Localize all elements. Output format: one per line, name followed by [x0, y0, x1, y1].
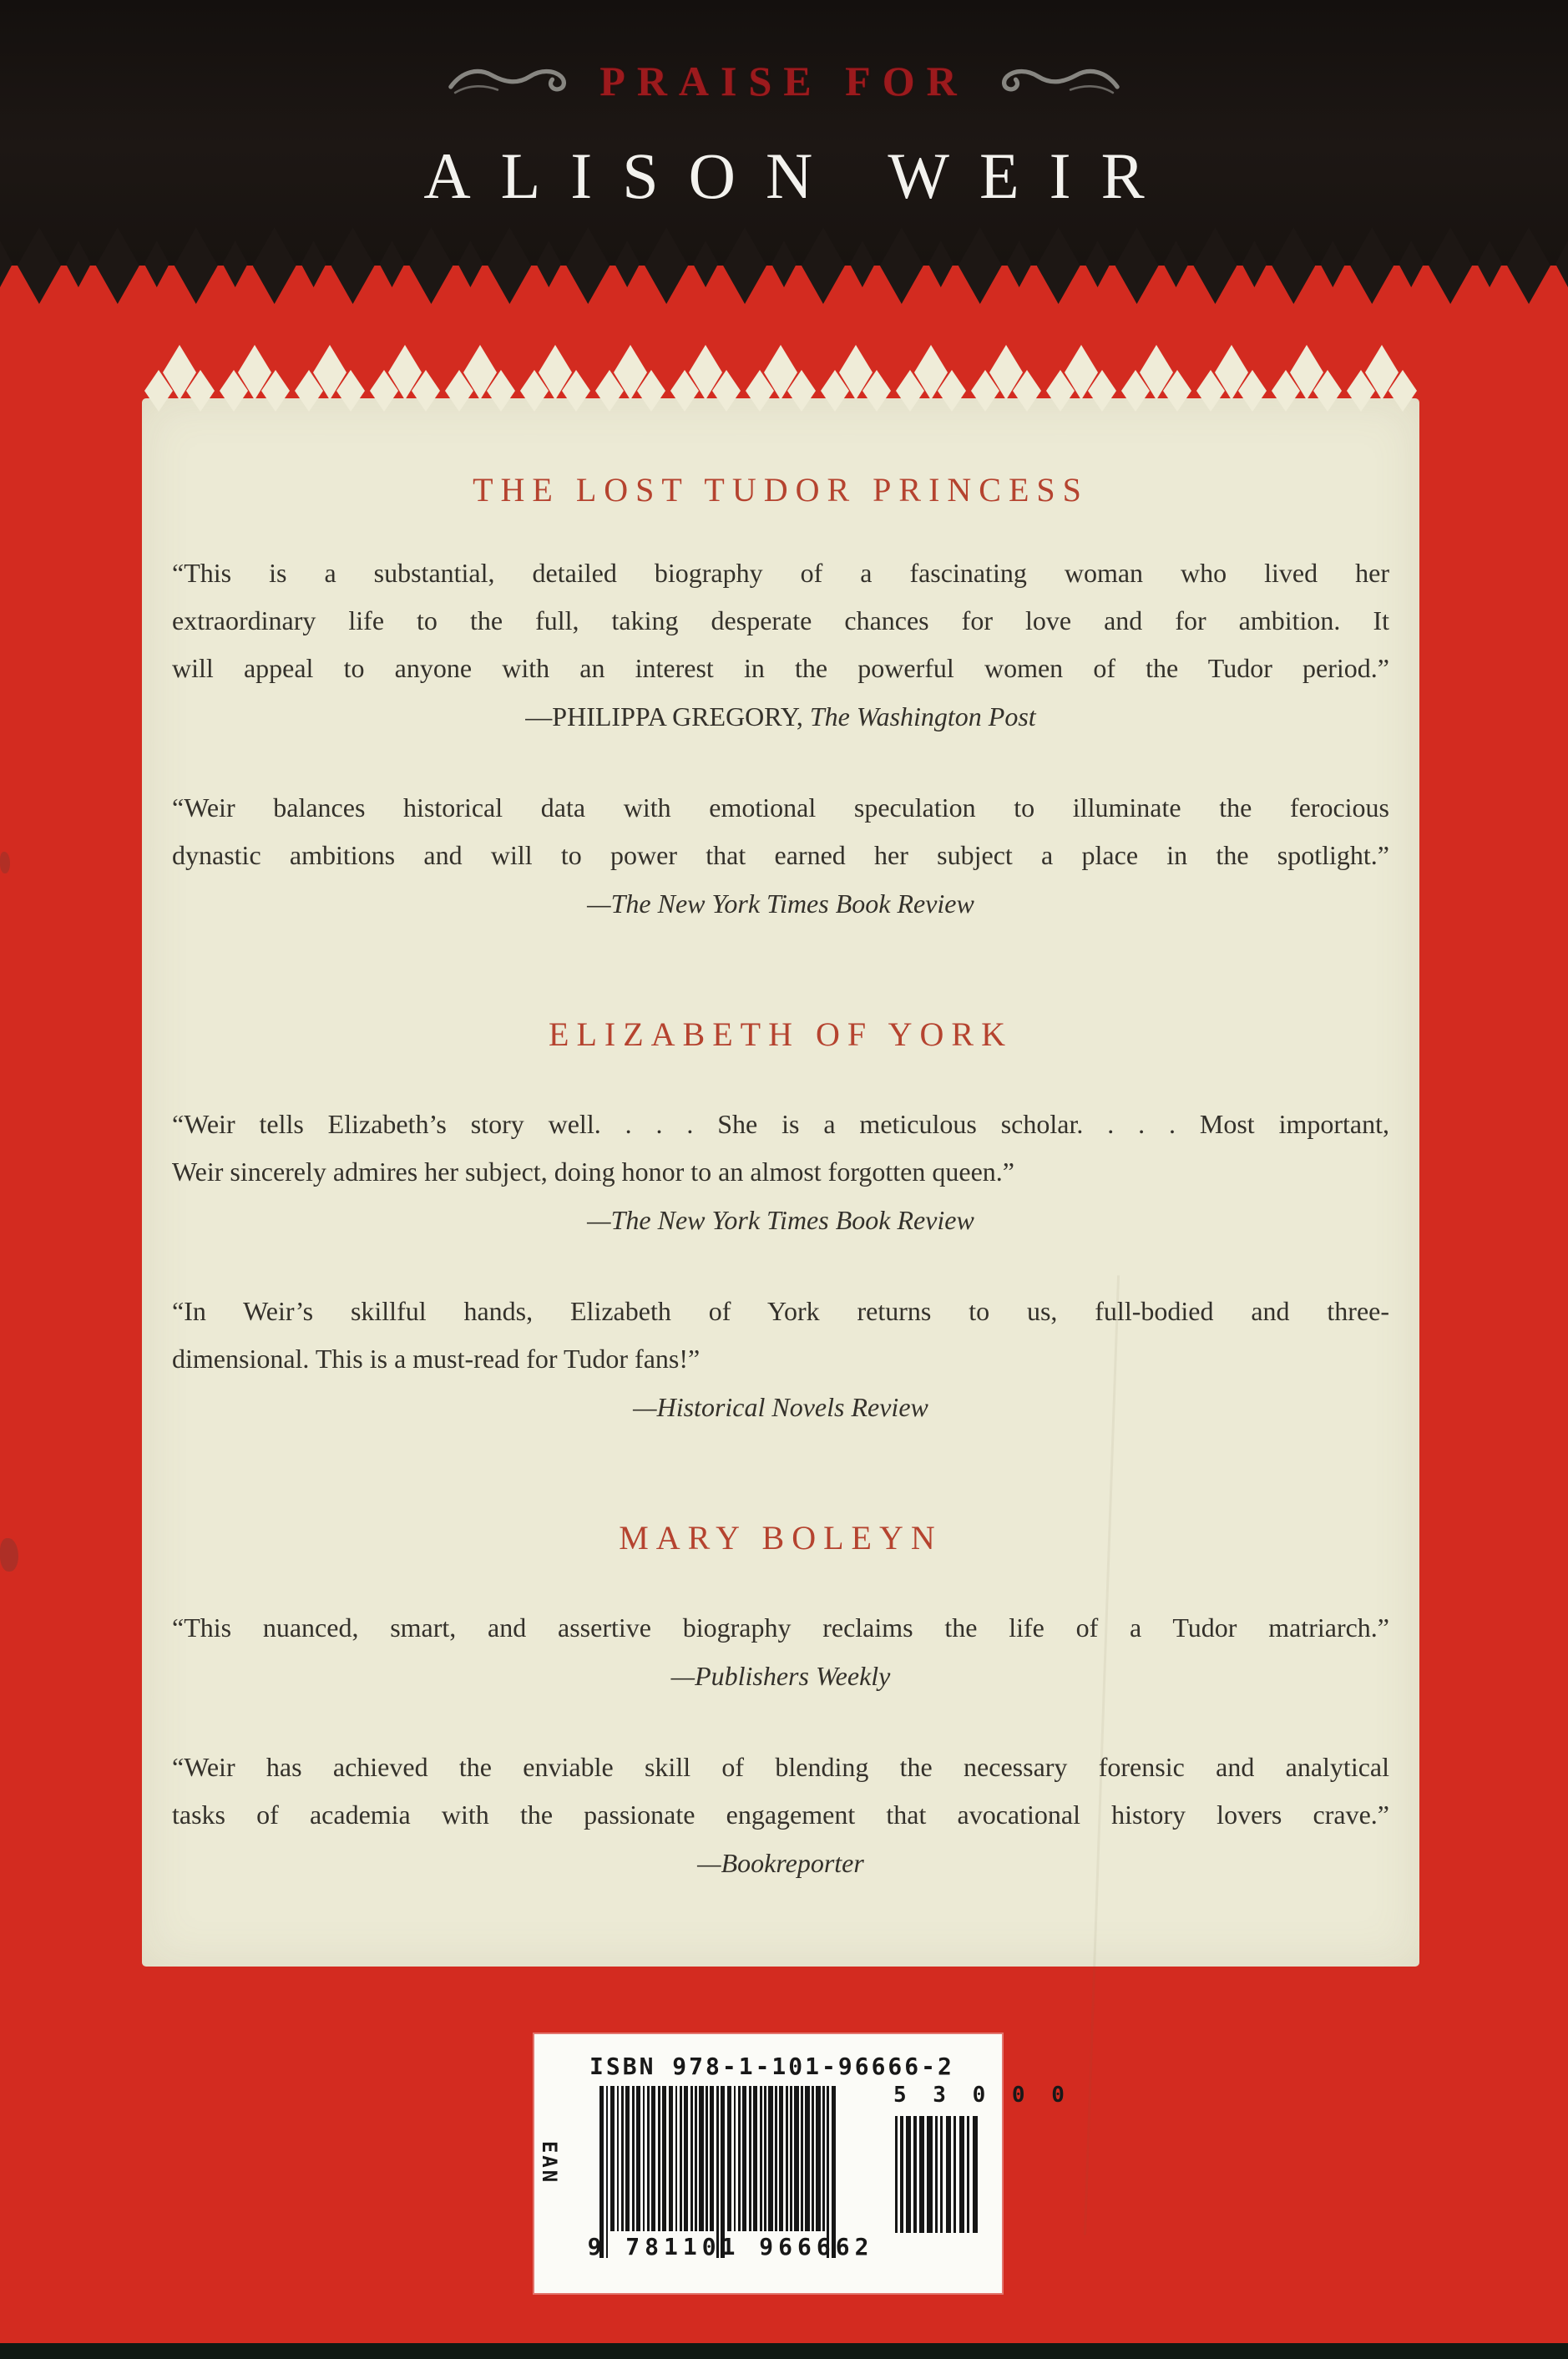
barcode-bar	[617, 2086, 620, 2231]
isbn-number: ISBN 978-1-101-96666-2	[589, 2053, 954, 2080]
praise-kicker: PRAISE FOR	[599, 58, 969, 104]
quote-text	[172, 1744, 1389, 1887]
barcode-bar	[738, 2086, 741, 2231]
trim-trefoil-icon	[1119, 347, 1194, 398]
barcode-bar	[906, 2116, 911, 2233]
trim-trefoil-icon	[367, 347, 443, 398]
barcode-digits: 9 781101 966662	[587, 2233, 874, 2260]
barcode-bar	[959, 2116, 964, 2233]
barcode-bar	[768, 2086, 772, 2231]
barcode-bar	[812, 2086, 814, 2231]
attribution-source: Bookreporter	[721, 1848, 864, 1878]
trim-trefoil-icon	[593, 347, 668, 398]
barcode-bar	[734, 2086, 736, 2231]
attribution-source: The Washington Post	[809, 701, 1036, 731]
barcode-bar	[695, 2086, 697, 2231]
author-name-title: ALISON WEIR	[423, 139, 1175, 212]
barcode-bar	[636, 2086, 640, 2231]
scan-artifact	[0, 1538, 18, 1572]
trim-trefoil-icon	[292, 347, 367, 398]
attribution-source: The New York Times Book Review	[610, 888, 974, 919]
attribution-source: Historical Novels Review	[656, 1392, 928, 1422]
barcode-bar	[742, 2086, 746, 2231]
barcode-box	[534, 2034, 1071, 2293]
barcode-bar	[621, 2086, 624, 2231]
barcode-bar	[669, 2086, 673, 2231]
barcode-bar	[953, 2116, 956, 2233]
barcode-bar	[794, 2086, 798, 2231]
quote-line: extraordinary life to the full, taking desperate chances for love and for ambition. It	[172, 605, 1389, 635]
trim-trefoil-icon	[818, 347, 893, 398]
barcode-bar	[727, 2086, 731, 2231]
quote-text	[172, 1604, 1389, 1700]
attribution-dash: —	[670, 1661, 695, 1691]
section-heading-elizabeth-of-york: ELIZABETH OF YORK	[549, 1015, 1013, 1053]
quote-line: “Weir tells Elizabeth’s story well. . . . She is a meticulous scholar. . . . Most important,	[172, 1109, 1389, 1139]
trim-trefoil-icon	[1269, 347, 1344, 398]
praise-kicker-row	[0, 57, 1568, 105]
quote-attribution	[172, 1840, 1389, 1887]
barcode-bar	[816, 2086, 820, 2231]
barcode-bar	[675, 2086, 678, 2231]
quote-line: “This is a substantial, detailed biography of a fascinating woman who lived her	[172, 558, 1389, 588]
barcode-bar	[801, 2086, 803, 2231]
attribution-source: Publishers Weekly	[695, 1661, 891, 1691]
trim-trefoil-icon	[518, 347, 593, 398]
barcode-bar	[895, 2116, 898, 2233]
attribution-dash: —	[633, 1392, 657, 1422]
barcode-bar	[625, 2086, 630, 2231]
barcode-supplement-bars	[895, 2116, 980, 2233]
trim-trefoil-icon	[1194, 347, 1269, 398]
section-heading-lost-tudor-princess: THE LOST TUDOR PRINCESS	[473, 471, 1089, 509]
quote-attribution	[172, 1653, 1389, 1700]
diamond-fringe-pattern	[0, 266, 1568, 316]
barcode-bar	[753, 2086, 757, 2231]
quote-line: “In Weir’s skillful hands, Elizabeth of York returns to us, full-bodied and three-	[172, 1296, 1389, 1326]
barcode-bar	[647, 2086, 650, 2231]
barcode-bar	[690, 2086, 693, 2231]
quote-attribution	[172, 693, 1389, 741]
barcode-bar	[900, 2116, 903, 2233]
quote-attribution	[172, 1197, 1389, 1244]
quote-line: “This nuanced, smart, and assertive biography reclaims the life of a Tudor matriarch.”	[172, 1612, 1389, 1643]
quote-line: “Weir balances historical data with emotional speculation to illuminate the ferocious	[172, 792, 1389, 823]
barcode-bar	[749, 2086, 751, 2231]
barcode-bar	[643, 2086, 645, 2231]
quote-text	[172, 1288, 1389, 1431]
barcode-price-code: 5 3 0 0 0	[893, 2083, 1071, 2108]
quote-line: tasks of academia with the passionate engagement that avocational history lovers crave.”	[172, 1800, 1389, 1830]
trim-trefoil-icon	[217, 347, 292, 398]
barcode-bar	[706, 2086, 708, 2231]
trim-trefoil-icon	[668, 347, 743, 398]
barcode-bar	[658, 2086, 660, 2231]
praise-panel	[142, 398, 1419, 1967]
quote-line: dynastic ambitions and will to power that earned her subject a place in the spotlight.”	[172, 840, 1389, 870]
barcode-bar	[790, 2086, 792, 2231]
trim-trefoil-icon	[1044, 347, 1119, 398]
attribution-name: —PHILIPPA GREGORY,	[525, 701, 810, 731]
trim-trefoil-icon	[893, 347, 969, 398]
praise-content	[142, 398, 1419, 1887]
trim-border-pattern	[142, 347, 1419, 398]
quote-text	[172, 784, 1389, 928]
barcode-bar	[805, 2086, 809, 2231]
swash-ornament-right-icon	[997, 58, 1122, 104]
barcode-bar	[775, 2086, 777, 2231]
barcode-bar	[779, 2086, 783, 2231]
barcode-bar	[610, 2086, 615, 2231]
trim-trefoil-icon	[1344, 347, 1419, 398]
attribution-source: The New York Times Book Review	[610, 1205, 974, 1235]
attribution-dash: —	[587, 888, 611, 919]
barcode-bar	[946, 2116, 951, 2233]
quote-line: dimensional. This is a must-read for Tudor fans!”	[172, 1344, 701, 1374]
quote-attribution	[172, 1384, 1389, 1431]
barcode-bar	[680, 2086, 682, 2231]
barcode-bar	[764, 2086, 766, 2231]
barcode-bar	[940, 2116, 943, 2233]
barcode-bar	[699, 2086, 703, 2231]
bottom-strip	[0, 2343, 1568, 2359]
quote-text	[172, 549, 1389, 741]
barcode-bar	[935, 2116, 938, 2233]
section-heading-mary-boleyn: MARY BOLEYN	[619, 1519, 943, 1557]
barcode-bar	[913, 2116, 916, 2233]
trim-trefoil-icon	[743, 347, 818, 398]
top-black-band	[0, 0, 1568, 266]
attribution-dash: —	[587, 1205, 611, 1235]
swash-ornament-left-icon	[446, 58, 571, 104]
barcode-bar	[760, 2086, 762, 2231]
barcode-bar	[684, 2086, 688, 2231]
trim-trefoil-icon	[142, 347, 217, 398]
quote-attribution	[172, 880, 1389, 928]
barcode-bar	[651, 2086, 655, 2231]
barcode-bar	[967, 2116, 969, 2233]
barcode-bar	[662, 2086, 666, 2231]
trim-trefoil-icon	[969, 347, 1044, 398]
barcode-bar	[927, 2116, 932, 2233]
quote-line: Weir sincerely admires her subject, doing honor to an almost forgotten queen.”	[172, 1157, 1014, 1187]
scan-artifact	[0, 852, 10, 873]
barcode-bar	[919, 2116, 924, 2233]
trim-trefoil-icon	[443, 347, 518, 398]
ean-label: EAN	[538, 2140, 562, 2185]
barcode-bar	[632, 2086, 635, 2231]
barcode-bar	[786, 2086, 788, 2231]
quote-line: “Weir has achieved the enviable skill of blending the necessary forensic and analytical	[172, 1752, 1389, 1782]
barcode-bar	[710, 2086, 714, 2231]
quote-text	[172, 1101, 1389, 1244]
barcode-bar	[822, 2086, 825, 2231]
attribution-dash: —	[697, 1848, 721, 1878]
quote-line: will appeal to anyone with an interest in the powerful women of the Tudor period.”	[172, 653, 1389, 683]
barcode-bar	[973, 2116, 978, 2233]
